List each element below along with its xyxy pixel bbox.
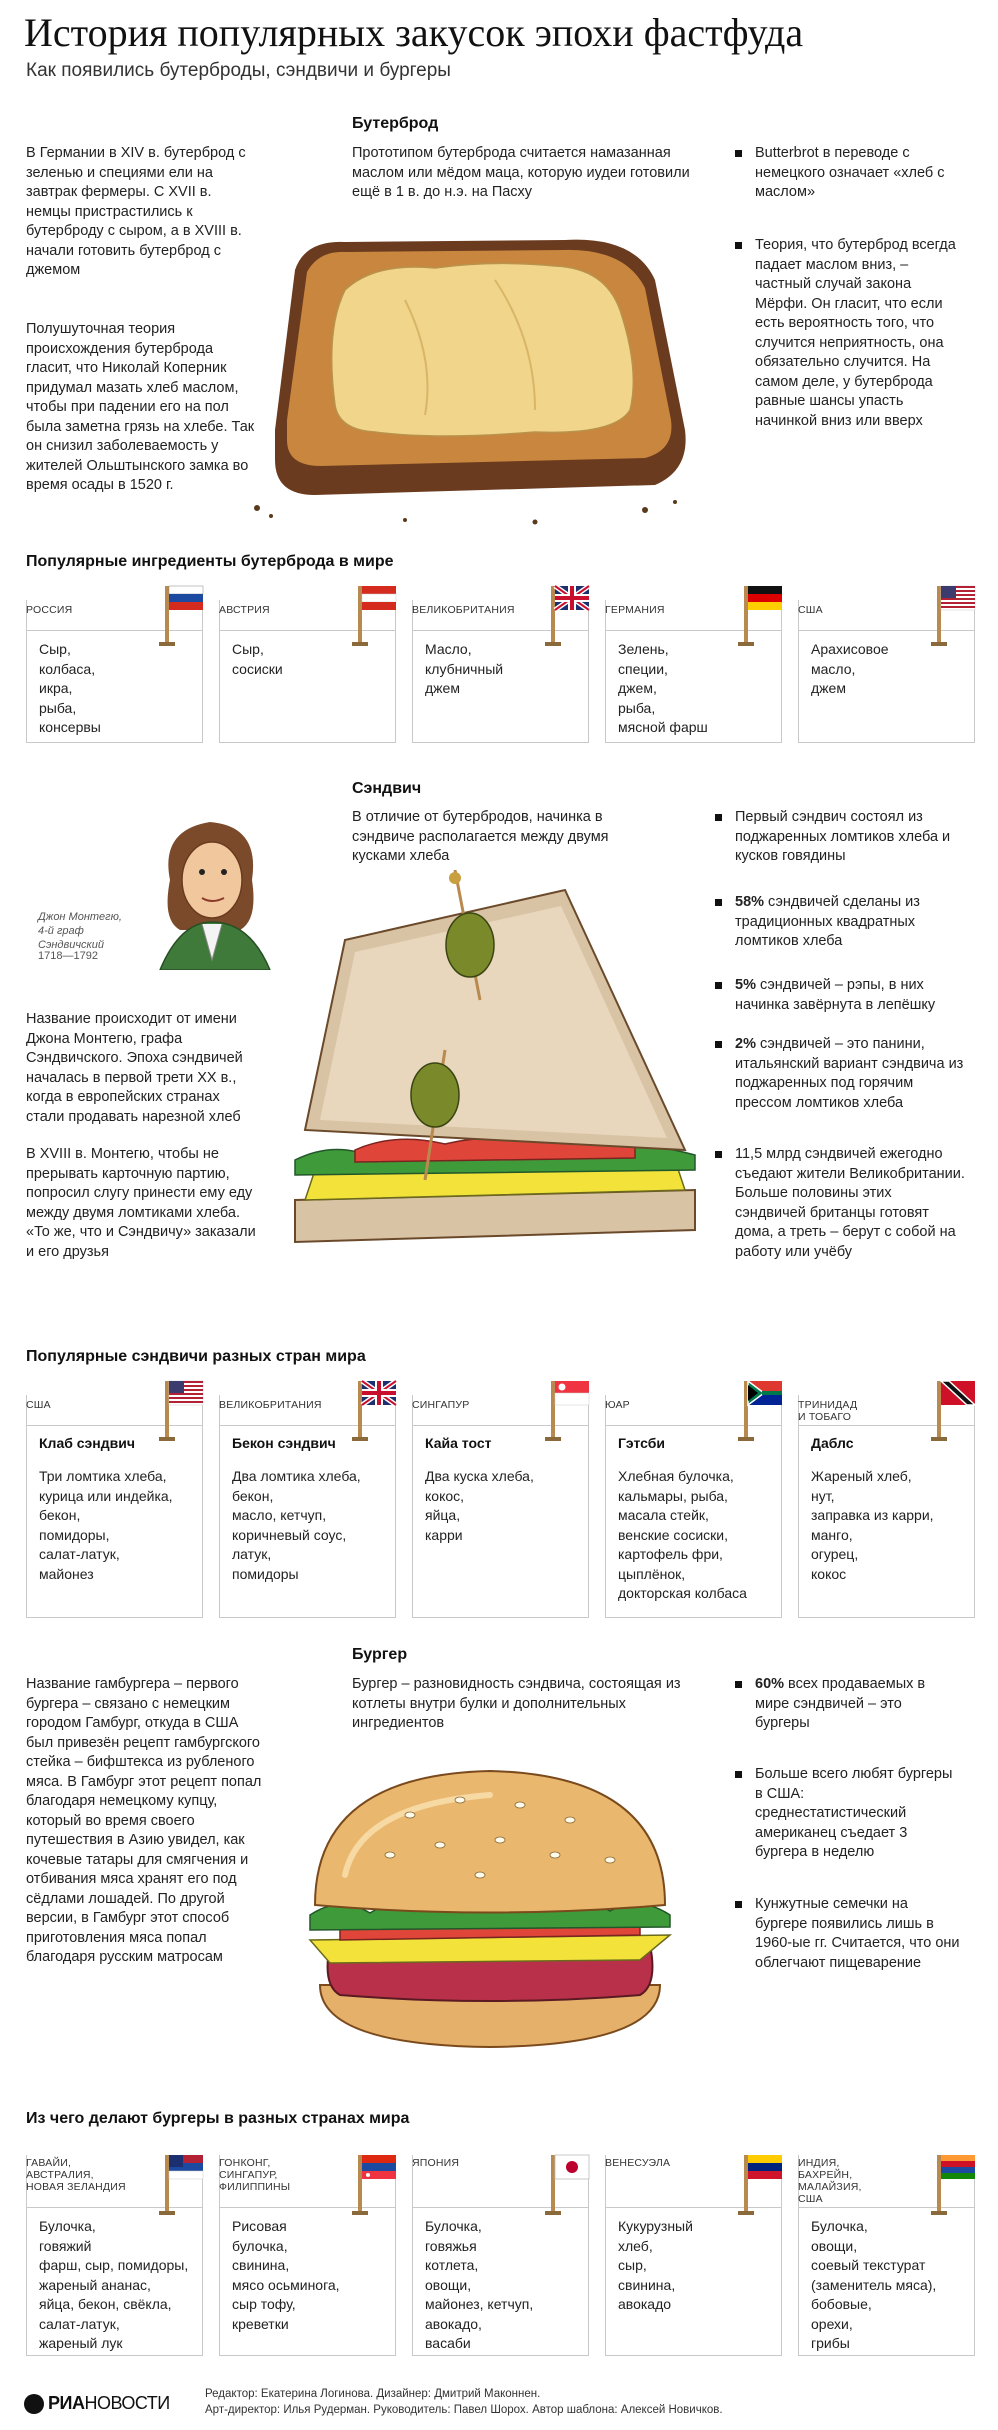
card-country: ИНДИЯ, БАХРЕЙН, МАЛАЙЗИЯ, США — [798, 2157, 862, 2205]
card-country: США — [798, 604, 823, 616]
card-flag — [931, 580, 977, 655]
butterbrod-matzah-text: Прототипом бутерброда считается намазанная маслом или мёдом маца, которую иудеи готовили ещё в 1 в. до н.э. на Пасху — [352, 145, 690, 200]
sandwich-fact-3: 5% сэндвичей – рэпы, в них начинка завёрнута в лепёшку — [735, 976, 955, 1015]
country-card — [26, 600, 203, 743]
country-card — [798, 2155, 975, 2356]
flag-icon — [352, 580, 398, 650]
card-country: СИНГАПУР — [412, 1399, 470, 1411]
sandwich-name-origin-text: Название происходит от имени Джона Монтегю, графа Сэндвичского. Эпоха сэндвичей началась в первой трети XX в., когда в европейских странах стали продавать нарезной хлеб — [26, 1011, 243, 1125]
flag-icon — [159, 2149, 205, 2219]
butterbrod-fact-1: Butterbrot в переводе с немецкого означает «хлеб с маслом» — [755, 144, 955, 203]
card-flag — [159, 2149, 205, 2224]
card-flag — [931, 2149, 977, 2224]
card-flag — [931, 1375, 977, 1450]
country-card — [412, 2155, 589, 2356]
butterbrod-heading: Бутерброд — [352, 115, 439, 132]
card-ingredients: Масло, клубничный джем — [425, 641, 504, 696]
flag-icon — [545, 1375, 591, 1445]
sandwich-montagu-text: В XVIII в. Монтегю, чтобы не прерывать карточную партию, попросил слугу принести ему еду между двумя ломтиками хлеба. «То же, что и Сэндвичу» заказали и его друзья — [26, 1146, 256, 1260]
sandwich-definition-text: В отличие от бутербродов, начинка в сэндвиче располагается между двумя кусками хлеба — [352, 809, 609, 864]
sandwich-fact-5: 11,5 млрд сэндвичей ежегодно съедают жители Великобритании. Больше половины этих сэндвичей британцы готовят дома, а треть – берут с собой на работу или учёбу — [735, 1145, 965, 1262]
burger-definition-text: Бургер – разновидность сэндвича, состоящая из котлеты внутри булки и дополнительных ингредиентов — [352, 1676, 681, 1731]
flag-icon — [931, 2149, 977, 2219]
sandwich-fact-4: 2% сэндвичей – это панини, итальянский вариант сэндвича из поджаренных под горячим прессом ломтиков хлеба — [735, 1035, 965, 1113]
card-ingredients: Два ломтика хлеба, бекон, масло, кетчуп, коричневый соус, латук, помидоры — [232, 1468, 361, 1582]
card-country: ВЕЛИКОБРИТАНИЯ — [412, 604, 515, 616]
montagu-portrait — [140, 810, 280, 970]
country-card — [412, 1395, 589, 1618]
card-country: ГАВАЙИ, АВСТРАЛИЯ, НОВАЯ ЗЕЛАНДИЯ — [26, 2157, 126, 2193]
card-country: США — [26, 1399, 51, 1411]
page-subtitle: Как появились бутерброды, сэндвичи и бургеры — [26, 60, 451, 81]
flag-icon — [352, 1375, 398, 1445]
card-flag — [738, 1375, 784, 1450]
flag-icon — [159, 580, 205, 650]
footer-credits-2: Арт-директор: Илья Рудерман. Руководитель: Павел Шорох. Автор шаблона: Алексей Новичков. — [205, 2404, 723, 2416]
card-country: ВЕЛИКОБРИТАНИЯ — [219, 1399, 322, 1411]
country-card — [219, 2155, 396, 2356]
card-flag — [352, 580, 398, 655]
card-flag — [738, 580, 784, 655]
card-ingredients: Зелень, специи, джем, рыба, мясной фарш — [618, 641, 708, 735]
card-ingredients: Кукурузный хлеб, сыр, свинина, авокадо — [618, 2218, 693, 2312]
country-card — [219, 600, 396, 743]
card-flag — [545, 580, 591, 655]
flag-icon — [738, 580, 784, 650]
card-country: ГОНКОНГ, СИНГАПУР, ФИЛИППИНЫ — [219, 2157, 291, 2193]
burger-heading: Бургер — [352, 1646, 408, 1663]
card-flag — [352, 2149, 398, 2224]
flag-icon — [738, 2149, 784, 2219]
sandwich-fact-2: 58% сэндвичей сделаны из традиционных квадратных ломтиков хлеба — [735, 893, 955, 952]
card-ingredients: Сыр, колбаса, икра, рыба, консервы — [39, 641, 101, 735]
card-country: ГЕРМАНИЯ — [605, 604, 665, 616]
card-flag — [545, 2149, 591, 2224]
country-card — [605, 2155, 782, 2356]
card-flag — [545, 1375, 591, 1450]
sandwich-world-heading: Популярные сэндвичи разных стран мира — [26, 1348, 366, 1365]
sandwich-fact-1: Первый сэндвич состоял из поджаренных ломтиков хлеба и кусков говядины — [735, 808, 955, 867]
country-card — [219, 1395, 396, 1618]
card-ingredients: Рисовая булочка, свинина, мясо осьминога, сыр тофу, креветки — [232, 2218, 340, 2332]
portrait-caption: Джон Монтегю, 4-й граф Сэндвичский — [38, 911, 122, 951]
ria-logo: РИАНОВОСТИ — [48, 2393, 170, 2413]
country-card — [605, 1395, 782, 1618]
card-product-name: Даблс — [811, 1435, 854, 1451]
card-ingredients: Булочка, овощи, соевый текстурат (заменитель мяса), бобовые, орехи, грибы — [811, 2218, 937, 2351]
burger-fact-2: Больше всего любят бургеры в США: среднестатистический американец съедает 3 бургера в неделю — [755, 1765, 955, 1863]
card-ingredients: Три ломтика хлеба, курица или индейка, бекон, помидоры, салат-латук, майонез — [39, 1468, 173, 1582]
card-flag — [159, 1375, 205, 1450]
country-card — [26, 2155, 203, 2356]
card-country: РОССИЯ — [26, 604, 73, 616]
card-ingredients: Арахисовое масло, джем — [811, 641, 889, 696]
burger-history-text: Название гамбургера – первого бургера – связано с немецким городом Гамбург, откуда в США был привезён рецепт гамбургского стейка – бифштекса из рубленого мяса. В Гамбург этот рецепт попал благодаря немецкому купцу, который во время своего путешествия в Азию увидел, как кочевые татары для смягчения и отбивания мяса хранят его под сёдлами лошадей. По другой версии, в Гамбург этот способ приготовления мяса попал благодаря русским матросам — [26, 1676, 262, 1965]
burger-fact-1: 60% всех продаваемых в мире сэндвичей – это бургеры — [755, 1675, 955, 1734]
burger-illustration — [300, 1745, 680, 2065]
card-product-name: Клаб сэндвич — [39, 1435, 135, 1451]
card-country: ЮАР — [605, 1399, 630, 1411]
flag-icon — [931, 1375, 977, 1445]
portrait-years: 1718—1792 — [38, 950, 98, 962]
footer-credits-1: Редактор: Екатерина Логинова. Дизайнер: Дмитрий Маконнен. — [205, 2388, 541, 2400]
card-flag — [159, 580, 205, 655]
card-ingredients: Булочка, говяжья котлета, овощи, майонез, кетчуп, авокадо, васаби — [425, 2218, 534, 2351]
card-ingredients: Булочка, говяжий фарш, сыр, помидоры, жареный ананас, яйца, бекон, свёкла, салат-латук, жареный лук — [39, 2218, 189, 2351]
card-country: АВСТРИЯ — [219, 604, 270, 616]
card-ingredients: Жареный хлеб, нут, заправка из карри, манго, огурец, кокос — [811, 1468, 934, 1582]
butterbrod-history-text: В Германии в XIV в. бутерброд с зеленью и специями ели на завтрак фермеры. С XVII в. немцы пристрастились к бутерброду с сыром, а в XVIII в. начали готовить бутерброд с джемом — [26, 145, 246, 278]
butterbrod-copernicus-text: Полушуточная теория происхождения бутерброда гласит, что Николай Коперник придумал мазать хлеб маслом, чтобы при падении его на пол была заметна грязь на хлебе. Так он снизил заболеваемость у жителей Ольштынского замка во время осады в 1520 г. — [26, 321, 255, 493]
sandwich-illustration — [275, 870, 715, 1290]
country-card — [26, 1395, 203, 1618]
country-card — [798, 1395, 975, 1618]
country-card — [798, 600, 975, 743]
burger-fact-3: Кунжутные семечки на бургере появились лишь в 1960-ые гг. Считается, что они облегчают пищеварение — [755, 1895, 960, 1973]
card-ingredients: Хлебная булочка, кальмары, рыба, масала стейк, венские сосиски, картофель фри, цыплёнок, докторская колбаса — [618, 1468, 747, 1601]
card-flag — [738, 2149, 784, 2224]
flag-icon — [352, 2149, 398, 2219]
card-country: ЯПОНИЯ — [412, 2157, 460, 2169]
flag-icon — [931, 580, 977, 650]
butterbrod-world-heading: Популярные ингредиенты бутерброда в мире — [26, 553, 394, 570]
flag-icon — [159, 1375, 205, 1445]
card-ingredients: Сыр, сосиски — [232, 641, 283, 677]
ria-logo-icon — [24, 2394, 44, 2414]
flag-icon — [545, 580, 591, 650]
burger-world-heading: Из чего делают бургеры в разных странах мира — [26, 2110, 410, 2127]
card-product-name: Гэтсби — [618, 1435, 666, 1451]
sandwich-heading: Сэндвич — [352, 780, 422, 797]
country-card — [412, 600, 589, 743]
country-card — [605, 600, 782, 743]
card-flag — [352, 1375, 398, 1450]
card-country: ТРИНИДАД И ТОБАГО — [798, 1399, 858, 1423]
toast-illustration — [235, 210, 715, 530]
card-country: ВЕНЕСУЭЛА — [605, 2157, 671, 2169]
butterbrod-fact-2: Теория, что бутерброд всегда падает маслом вниз, – частный случай закона Мёрфи. Он гласит, что если есть вероятность того, что случится неприятность, она обязательно случится. На самом деле, у бутерброда равные шансы упасть начинкой вниз или вверх — [755, 236, 965, 431]
flag-icon — [545, 2149, 591, 2219]
card-ingredients: Два куска хлеба, кокос, яйца, карри — [425, 1468, 534, 1543]
flag-icon — [738, 1375, 784, 1445]
page-title: История популярных закусок эпохи фастфуда — [24, 10, 804, 55]
card-product-name: Бекон сэндвич — [232, 1435, 336, 1451]
card-product-name: Кайа тост — [425, 1435, 492, 1451]
